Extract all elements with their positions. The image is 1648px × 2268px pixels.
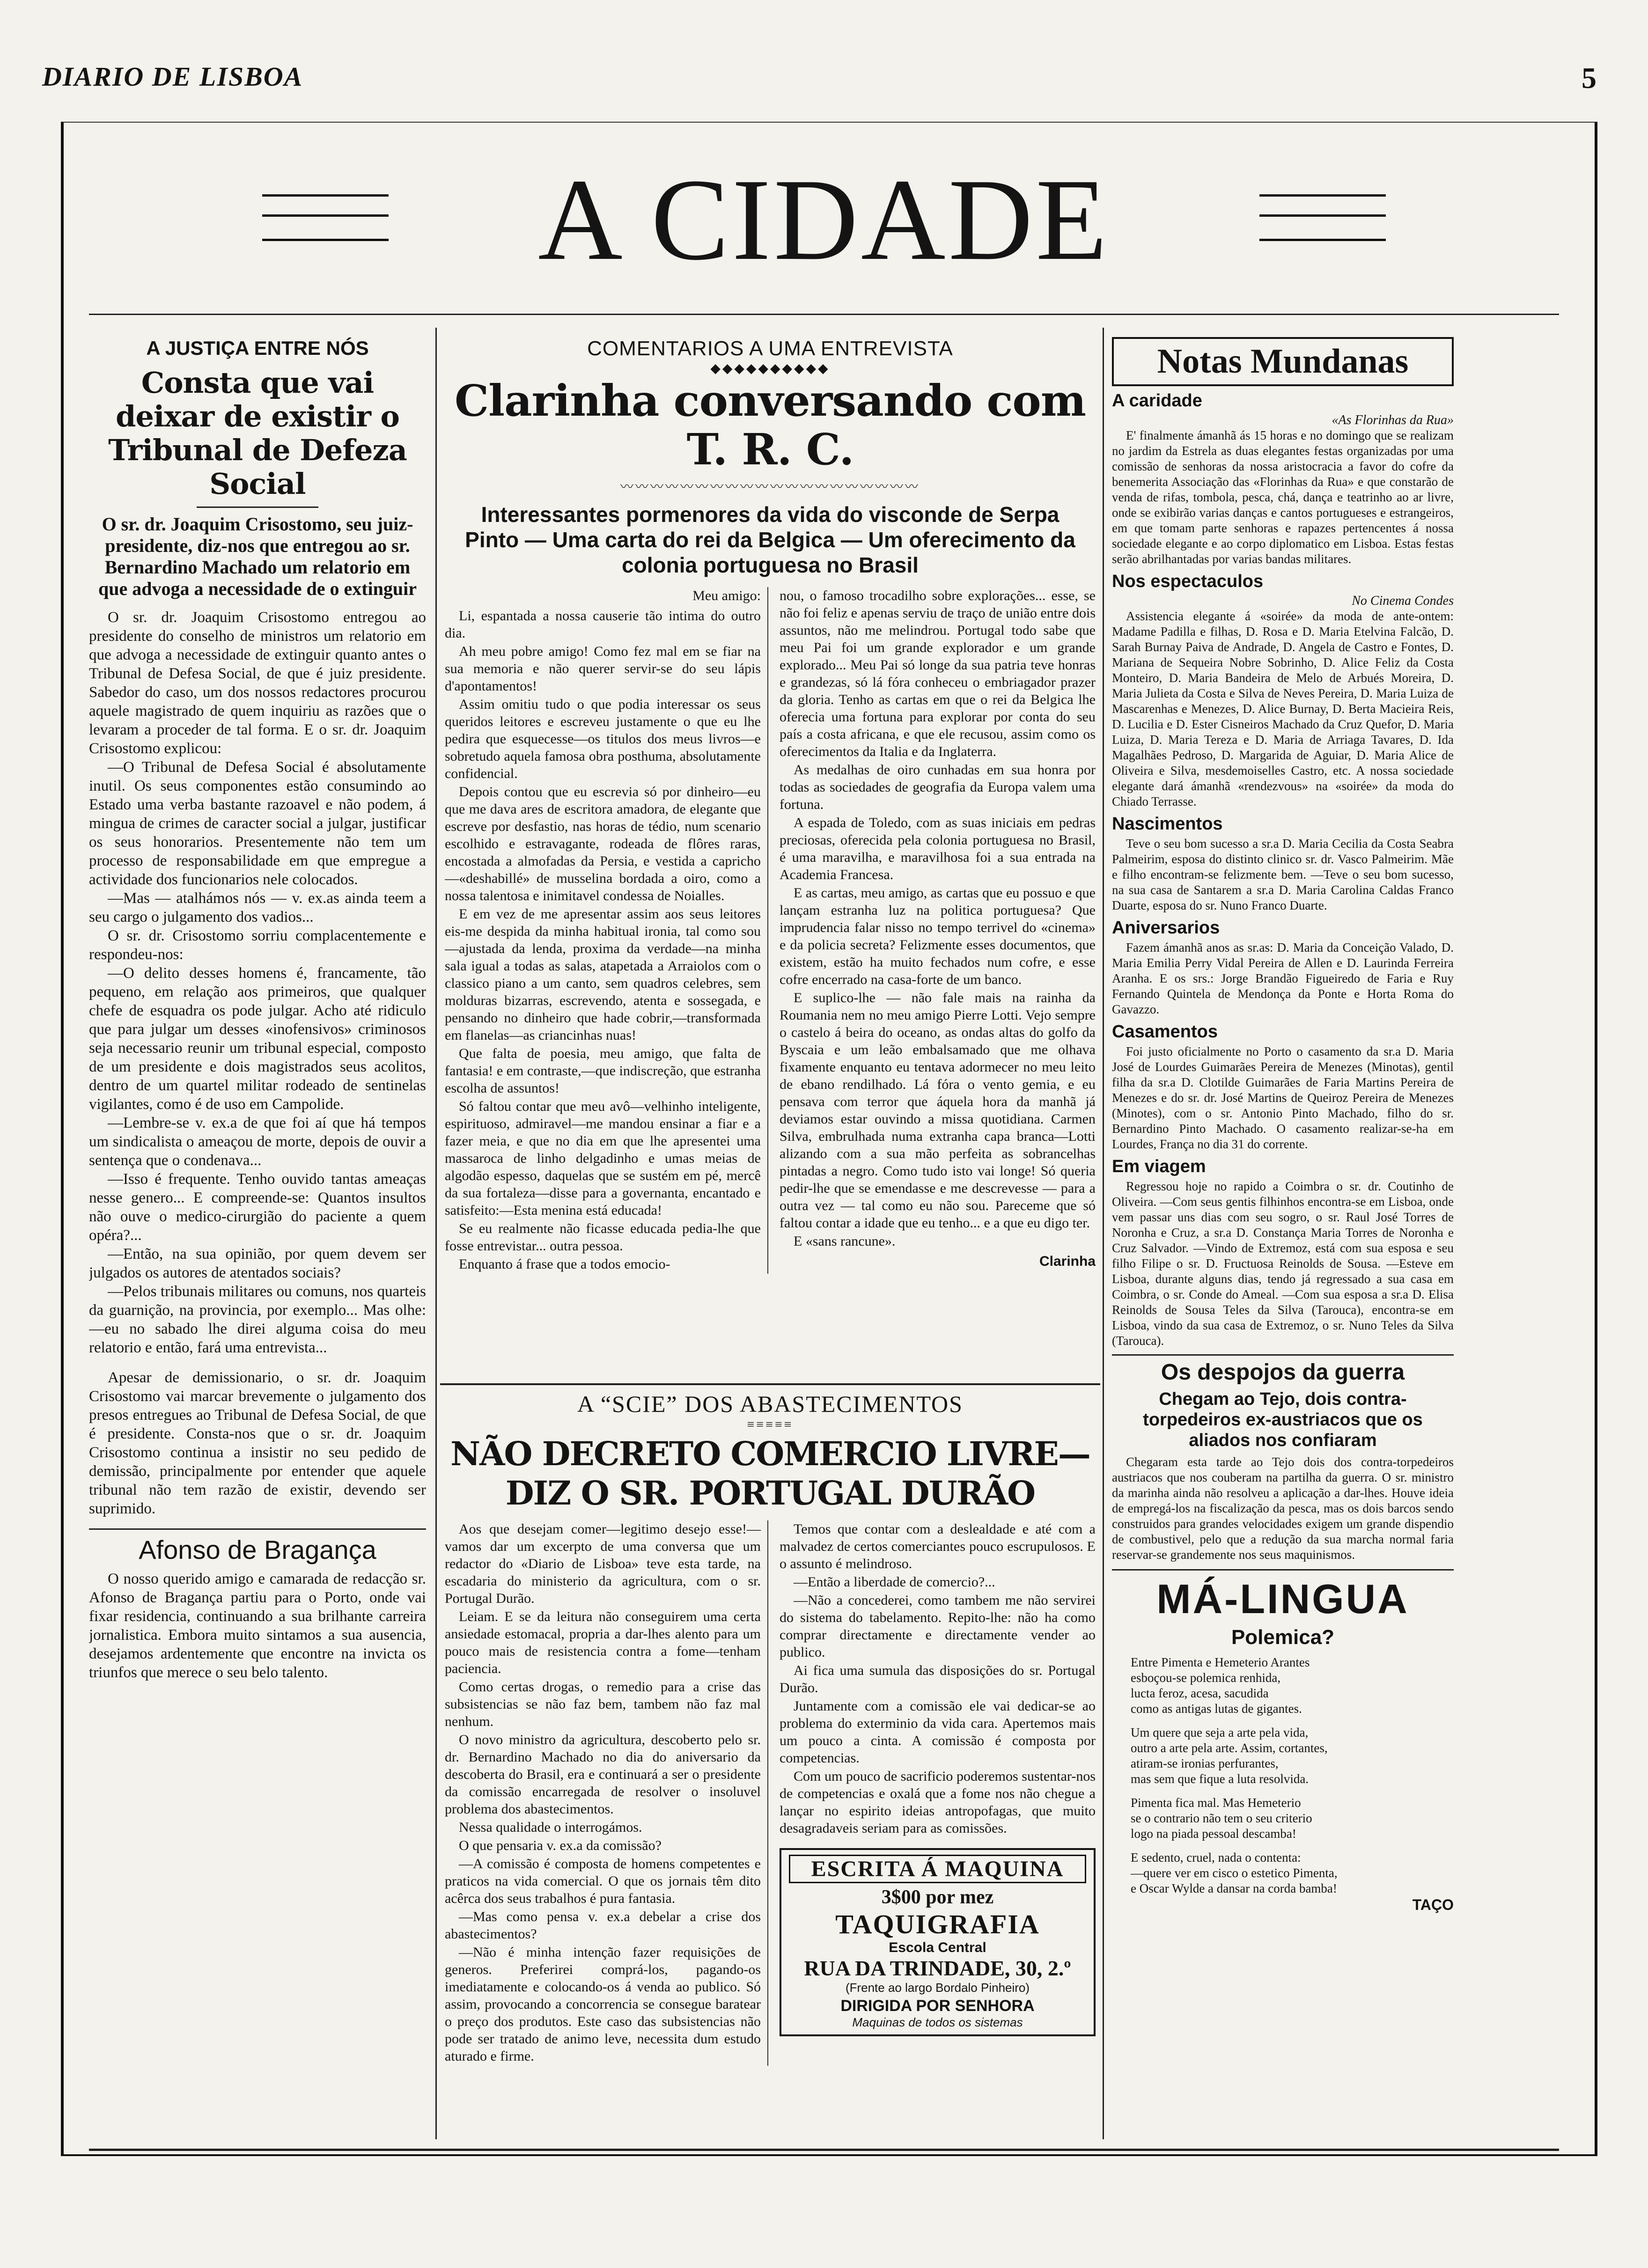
paragraph: O nosso querido amigo e camarada de redacção sr. Afonso de Bragança partiu para o Porto, onde vai fixar residencia, continuando a sua brilhante carreira jornalistica. Embora muito sintamos a sua ausencia, desejamos ardentemente que encontre na invicta os triunfos que merece o seu belo talento.	[89, 1571, 426, 1681]
right-separator-1	[1112, 1354, 1454, 1356]
scie-article	[445, 1390, 1096, 2139]
poem-line: logo na piada pessoal descamba!	[1131, 1827, 1296, 1841]
clarinha-col-right	[780, 587, 1096, 1274]
paragraph: —Não a concederei, como tambem me não servirei do sistema do tabelamento. Repito-lhe: não ha como comprar directamente e directamente vender ao publico.	[780, 1593, 1096, 1660]
paragraph: Leiam. E se da leitura não conseguirem uma certa ansiedade estomacal, propria a dar-lhes alento para um pouco mais de resistencia contra a fome—tenham paciencia.	[445, 1609, 761, 1676]
paragraph: E em vez de me apresentar assim aos seus leitores eis-me despida da minha habitual ironia, tal como sou—ajustada da lenda, proxima da verdade—na minha sala igual a todas as salas, atapetada a Arraiolos com o classico piano a um canto, sem quadros celebres, sem molduras bizarras, escrevendo, atenta e sossegada, e pensando no dinheiro que hade cobrir,—transformada em flanelas—as criancinhas nuas!	[445, 906, 761, 1043]
poem-line: E sedento, cruel, nada o contenta:	[1131, 1850, 1301, 1864]
paragraph: Só faltou contar que meu avô—velhinho inteligente, espirituoso, admiravel—me mandou ensinar a fiar e a fazer meia, e que no dia em que lhe apresentei uma massaroca de linho delgadinho e umas meias de algodão espesso, daquelas que se sustém em pé, mercê da sua fortaleza—disse para a governanta, encantado e satisfeito:—Esta menina está educada!	[445, 1099, 761, 1218]
scie-columns	[445, 1520, 1096, 2066]
paragraph: —A comissão é composta de homens competentes e praticos na vida comercial. O que os jornais têm dito acêrca dos seus trabalhos é pura fantasia.	[445, 1856, 761, 1906]
left-article-body	[89, 608, 426, 1518]
poem-line: Entre Pimenta e Hemeterio Arantes	[1131, 1655, 1310, 1669]
poem-line: lucta feroz, acesa, sacudida	[1131, 1686, 1269, 1700]
poem-line: Um quere que seja a arte pela vida,	[1131, 1725, 1309, 1740]
center-clarinha-article	[445, 337, 1096, 1372]
paragraph: Ai fica uma sumula das disposições do sr. Portugal Durão.	[780, 1663, 1096, 1695]
left-kicker: A JUSTIÇA ENTRE NÓS	[146, 337, 369, 359]
caridade-heading: A caridade	[1112, 391, 1202, 411]
ad-line-4: Escola Central	[889, 1940, 986, 1955]
left-deck: O sr. dr. Joaquim Crisostomo, seu juiz-presidente, diz-nos que entregou ao sr. Bernardino Machado um relatorio em que advoga a necessidade de o extinguir	[98, 514, 417, 599]
ad-line-2: 3$00 por mez	[881, 1886, 994, 1908]
page-bottom-rule	[89, 2149, 1559, 2151]
paragraph: Ah meu pobre amigo! Como fez mal em se fiar na sua memoria e não querer servir-se do seu lápis d'apontamentos!	[445, 644, 761, 694]
paragraph: E suplico-lhe — não fale mais na rainha da Roumania nem no meu amigo Pierre Lotti. Vejo sempre o castelo á beira do oceano, as ondas altas do golfo da Byscaia e um leão embalsamado que me olhava fixamente enquanto eu tentava adormecer no meu leito de ebano rendilhado. Lá fóra o vento gemia, e eu pensava com terror que áquela hora da manhã já deviamos estar ouvindo a missa quotidiana. Carmen Silva, embrulhada numa extranha capa branca—Lotti alizando com a sua mão perfeita as sobrancelhas pintadas a negro. Como tudo isto vai longe! Só queria pedir-lhe que se emendasse e me descrevesse — para a outra vez — tal como eu não sou. Pareceme que só faltou contar a idade que eu tenho... e a que eu digo ter.	[780, 990, 1096, 1231]
masthead-paper-name: DIARIO DE LISBOA	[42, 61, 303, 92]
paragraph: O que pensaria v. ex.a da comissão?	[459, 1838, 662, 1853]
despojos-body	[1112, 1454, 1454, 1563]
paragraph: —Mas como pensa v. ex.a debelar a crise dos abastecimentos?	[445, 1909, 761, 1942]
left-separator	[89, 1528, 426, 1530]
paragraph: —O delito desses homens é, francamente, tão pequeno, em relação aos primeiros, que qualquer chefe de esquadra os pode julgar. Acho até ridiculo que para julgar um desses «inofensivos» criminosos seja necessario reunir um tribunal especial, composto de um presidente e dois magistrados seus acolitos, dentro de um quartel militar rodeado de sentinelas vigilantes, como é de uso em Campolide.	[89, 965, 426, 1113]
ad-line-3: TAQUIGRAFIA	[835, 1909, 1040, 1939]
paragraph: O sr. dr. Joaquim Crisostomo entregou ao presidente do conselho de ministros um relatorio em que advoga a necessidade de extinguir quanto antes o Tribunal de Defesa Social, de que é juiz presidente. Sabedor do caso, um dos nossos redactores procurou aquele magistrado de quem inquiriu as razões que o levaram a proceder de tal forma. E o sr. dr. Joaquim Crisostomo explicou:	[89, 609, 426, 757]
center-kicker: COMENTARIOS A UMA ENTREVISTA	[587, 337, 953, 360]
espectaculos-heading: Nos espectaculos	[1112, 572, 1264, 591]
paragraph: —Lembre-se v. ex.a de que foi aí que há tempos um sindicalista o ameaçou de morte, depois de ouvir a sentença que o condenava...	[89, 1115, 426, 1169]
paragraph: O sr. dr. Crisostomo sorriu complacentemente e respondeu-nos:	[89, 927, 426, 963]
aniversarios-heading: Aniversarios	[1112, 918, 1220, 938]
poem-gap	[1131, 1842, 1454, 1850]
scie-col-left	[445, 1520, 768, 2066]
ad-line-5: RUA DA TRINDADE, 30, 2.º	[804, 1956, 1071, 1980]
scie-headline: NÃO DECRETO COMERCIO LIVRE—DIZ O SR. PORTUGAL DURÃO	[450, 1434, 1090, 1512]
casamentos-heading: Casamentos	[1112, 1022, 1218, 1042]
right-column	[1112, 337, 1454, 2139]
paragraph: Aos que desejam comer—legitimo desejo esse!—vamos dar um excerpto de uma conversa que um redactor do «Diario de Lisboa» teve esta tarde, na escadaria do ministerio da agricultura, com o sr. Portugal Durão.	[445, 1521, 761, 1606]
title-underline	[89, 314, 1559, 315]
aniversarios-body	[1112, 940, 1454, 1017]
center-headline: Clarinha conversando com T. R. C.	[454, 375, 1086, 475]
paragraph: —Pelos tribunais militares ou comuns, nos quarteis da guarnição, na provincia, por exemplo... Mas olhe:—eu no sabado lhe direi alguma coisa do meu relatorio e então, fará uma entrevista...	[89, 1283, 426, 1356]
paragraph: —Não é minha intenção fazer requisições de generos. Preferirei comprá-los, pagando-os imediatamente e colocando-os á venda ao publico. Só assim, provocando a concorrencia se consegue baratear o preço dos produtos. Este caso das subsistencias não pode ser tratado de animo leve, necessita dum estudo aturado e firme.	[445, 1945, 761, 2064]
paragraph: O novo ministro da agricultura, descoberto pelo sr. dr. Bernardino Machado no dia do aniversario da descoberta do Brasil, era e continuará a ser o presidente da comissão encarregada de resolver o insoluvel problema dos abastecimentos.	[445, 1732, 761, 1817]
paragraph: Li, espantada a nossa causerie tão intima do outro dia.	[445, 608, 761, 641]
paragraph: Assim omitiu tudo o que podia interessar os seus queridos leitores e escreveu justamente o que eu lhe pedira que esquecesse—os titulos dos meus livros—e sobretudo aquela famosa obra posthuma, absolutamente confidencial.	[445, 697, 761, 781]
headline-ornament: 〰〰〰〰〰〰〰〰〰〰〰〰〰〰〰〰〰〰〰〰	[620, 480, 920, 494]
paragraph: Com um pouco de sacrificio poderemos sustentar-nos de competencias e oxalá que a fome nos não chegue a lançar no espirito ideias antropofagas, que muito desagradaveis seriam para as comissões.	[780, 1769, 1096, 1836]
viagem-body	[1112, 1179, 1454, 1349]
poem-line: esboçou-se polemica renhida,	[1131, 1671, 1281, 1685]
paragraph: E' finalmente ámanhã ás 15 horas e no domingo que se realizam no jardim da Estrela as duas elegantes festas organizadas por uma comissão de senhoras da nossa aristocracia a favor do cofre da benemerita Associação das «Florinhas da Rua» e que constarão de venda de rifas, tombola, pesca, chá, dança e teatrinho ao ar livre, onde se exibirão varias danças e cantos portugueses e estrangeiros, em que tomam parte senhoras e rapazes pertencentes á nossa sociedade elegante e ao corpo diplomatico em Lisboa. Estas festas serão abrilhantadas por varias bandas militares.	[1112, 428, 1454, 566]
paragraph: Nessa qualidade o interrogámos.	[459, 1820, 642, 1835]
nascimentos-body	[1112, 836, 1454, 913]
clarinha-col-left	[445, 587, 768, 1274]
poem-line: e Oscar Wylde a dansar na corda bamba!	[1131, 1881, 1337, 1895]
paragraph: Teve o seu bom sucesso a sr.a D. Maria Cecilia da Costa Seabra Palmeirim, esposa do distinto clinico sr. dr. Vasco Palmeirim. Mãe e filho encontram-se felizmente bem. —Teve o seu bom sucesso, na sua casa de Santarem a sr.a D. Maria Carolina Caldas Franco Duarte, esposa do sr. Nuno Franco Duarte.	[1112, 837, 1454, 912]
afonso-headline: Afonso de Bragança	[139, 1535, 376, 1564]
kicker-ornament: ◆◆◆◆◆◆◆◆◆◆	[710, 361, 830, 376]
afonso-body	[89, 1570, 426, 1682]
paragraph: —Então a liberdade de comercio?...	[794, 1574, 995, 1590]
paragraph: Apesar de demissionario, o sr. dr. Joaquim Crisostomo vai marcar brevemente o julgamento dos presos entregues ao Tribunal de Defesa Social, de que é presidente. Consta-nos que o sr. dr. Joaquim Crisostomo continua a insistir no seu pedido de demissão, principalmente por entender que aquele tribunal não tem razão de existir, devendo ser suprimido.	[89, 1369, 426, 1517]
poem-gap	[1131, 1787, 1454, 1795]
paragraph: Se eu realmente não ficasse educada pedia-lhe que fosse entrevistar... outra pessoa.	[445, 1221, 761, 1254]
casamentos-body	[1112, 1044, 1454, 1152]
scie-top-rule	[440, 1383, 1100, 1385]
poem-gap	[1131, 1717, 1454, 1725]
paragraph: Que falta de poesia, meu amigo, que falta de fantasia! e em contraste,—que indiscreção, que estranha escolha de assuntos!	[445, 1046, 761, 1096]
nascimentos-heading: Nascimentos	[1112, 814, 1223, 834]
paragraph: Chegaram esta tarde ao Tejo dois dos contra-torpedeiros austriacos que nos couberam na partilha da guerra. O sr. ministro da marinha ainda não resolveu a aplicação a dar-lhes. Houve ideia de empregá-los na fiscalização da pesca, mas os dois barcos sendo construidos para grandes velocidades exigem um grande dispendio de combustivel, pelo que a redução da sua marcha normal faria reservar-se grandemente nos seus maquinismos.	[1112, 1455, 1454, 1562]
poem-line: mas sem que fique a luta resolvida.	[1131, 1772, 1309, 1786]
poem-line: —quere ver em cisco o estetico Pimenta,	[1131, 1866, 1338, 1880]
poem-line: outro a arte pela arte. Assim, cortantes,	[1131, 1741, 1328, 1755]
poem-line: atiram-se ironias perfurantes,	[1131, 1756, 1279, 1770]
caridade-body	[1112, 428, 1454, 567]
column-divider-2	[1103, 328, 1104, 2139]
paragraph: Enquanto á frase que a todos emocio-	[459, 1256, 670, 1272]
paragraph: Foi justo oficialmente no Porto o casamento da sr.a D. Maria José de Lourdes Guimarães Pereira de Menezes (Minotas), gentil filha da sr.a D. Clotilde Guimarães de Faria Martins Pereira de Menezes e do sr. dr. José Martins de Queiroz Pereira de Menezes (Minotes), com o sr. Antonio Pinto Machado, filho do sr. Bernardino Pinto Machado. O casamento realizar-se-ha em Lourdes, França no dia 31 do corrente.	[1112, 1044, 1454, 1151]
page-number: 5	[1582, 61, 1596, 95]
paragraph: As medalhas de oiro cunhadas em sua honra por todas as sociedades de geografia da Europa valem uma fortuna.	[780, 762, 1096, 812]
ad-line-7: DIRIGIDA POR SENHORA	[840, 1997, 1035, 2015]
title-rule-left	[262, 194, 389, 241]
paragraph: A espada de Toledo, com as suas iniciais em pedras preciosas, oferecida pela colonia portuguesa no Brasil, é uma maravilha, e maravilhosa foi a sua entrada na Academia Francesa.	[780, 815, 1096, 882]
poem-line: como as antigas lutas de gigantes.	[1131, 1702, 1302, 1716]
right-separator-2	[1112, 1569, 1454, 1571]
ad-line-8: Maquinas de todos os sistemas	[852, 2015, 1023, 2029]
ad-line-6: (Frente ao largo Bordalo Pinheiro)	[845, 1981, 1030, 1995]
paragraph: —O Tribunal de Defesa Social é absolutamente inutil. Os seus componentes estão consumindo ao Estado uma verba bastante razoavel e não podem, á mingua de crimes de caracter social a julgar, justificar os seus honorarios. Presentemente não tem um processo de responsabilidade em que empregue a actividade dos funcionarios nele colocados.	[89, 759, 426, 888]
despojos-heading: Os despojos da guerra	[1161, 1360, 1405, 1385]
clarinha-signature: Clarinha	[1039, 1254, 1096, 1269]
paragraph: Como certas drogas, o remedio para a crise das subsistencias se não faz bem, tambem não faz mal nenhum.	[445, 1679, 761, 1729]
paragraph: nou, o famoso trocadilho sobre explorações... esse, se não foi feliz e apenas serviu de traço de união entre dois assuntos, não me melindrou. Portugal todo sabe que meu Pai foi um grande explorador e um grande explorado... Meu Pai só longe da sua patria teve honras e grandezas, só lá fóra conheceu o embriagador prazer da gloria. Tenho as cartas em que o rei da Belgica lhe oferecia uma fortuna para explorar por conta do seu país a costa africana, e que ele recusou, assim como os oferecimentos da Italia e da Inglaterra.	[780, 588, 1096, 759]
ad-line-1: ESCRITA Á MAQUINA	[789, 1855, 1086, 1883]
scie-kicker: A “SCIE” DOS ABASTECIMENTOS	[577, 1391, 963, 1417]
paragraph: Temos que contar com a deslealdade e até com a malvadez de certos comerciantes pouco escrupulosos. E o assunto é melindroso.	[780, 1521, 1096, 1571]
salutation: Meu amigo:	[692, 588, 761, 603]
paragraph: Assistencia elegante á «soirée» da moda de ante-ontem: Madame Padilla e filhas, D. Rosa e D. Maria Etelvina Falcão, D. Sarah Burnay Paiva de Andrade, D. Angela de Castro e Fontes, D. Mariana de Sequeira Nobre Sobrinho, D. Alice Feliz da Costa Monteiro, D. Maria Bandeira de Melo de Arbués Moreira, D. Maria Julieta da Costa e Silva de Neves Pereira, D. Maria Luiza de Mascarenhas e Menezes, D. Alice Burnay, D. Berta Macieira Reis, D. Lucilia e D. Ester Cisneiros Machado da Cruz Quefor, D. Maria Luiza, D. Maria Tereza e D. Maria de Arriaga Tavares, D. Ida Magalhães Pedroso, D. Margarida de Aguiar, D. Maria Alice de Oliveira e Silva, mesdemoiselles Castro, etc. A nossa sociedade elegante dará ámanhã «rendezvous» na «soirée» da moda do Chiado Terrasse.	[1112, 609, 1454, 808]
notas-mundanas-title: Notas Mundanas	[1112, 337, 1454, 386]
malingua-poem	[1112, 1655, 1454, 1896]
malingua-signature: TAÇO	[1412, 1896, 1454, 1913]
section-title: A CIDADE	[538, 155, 1110, 285]
column-divider-1	[435, 328, 437, 2139]
paragraph: E «sans rancune».	[794, 1233, 896, 1249]
poem-line: se o contrario não tem o seu criterio	[1131, 1811, 1312, 1825]
left-headline: Consta que vai deixar de existir o Tribunal de Defeza Social	[108, 366, 407, 501]
scie-ornament: ≡≡≡≡≡	[747, 1417, 794, 1432]
section-title-block	[262, 150, 1386, 290]
clarinha-columns	[445, 587, 1096, 1274]
left-column	[89, 337, 426, 2130]
paragraph: Depois contou que eu escrevia só por dinheiro—eu que me dava ares de escritora amadora, de elegante que escreve por desfastio, nas horas de tédio, num scenario escolhido e estravagante, rodeada de flôres raras, encostada a almofadas da Persia, e vestida a capricho—«deshabillé» de musselina bordada a oiro, como a nossa talentosa e inimitavel condessa de Noialles.	[445, 784, 761, 903]
viagem-heading: Em viagem	[1112, 1157, 1206, 1176]
paragraph: Fazem ámanhã anos as sr.as: D. Maria da Conceição Valado, D. Maria Emilia Perry Vidal Pereira de Allen e D. Laurinda Ferreira Aranha. E os srs.: Jorge Brandão Figueiredo de Faria e Ruy Fernando Quintela de Mendonça da Ponte e Horta Roma do Gavazzo.	[1112, 940, 1454, 1016]
scie-col-right	[780, 1520, 1096, 2066]
left-headline-rule	[197, 506, 318, 508]
malingua-title: MÁ-LINGUA	[1156, 1576, 1409, 1622]
malingua-subtitle: Polemica?	[1231, 1626, 1335, 1649]
espectaculos-sub: No Cinema Condes	[1352, 594, 1454, 608]
title-rule-right	[1259, 194, 1386, 241]
paragraph: Juntamente com a comissão ele vai dedicar-se ao problema do exterminio da vida cara. Apertemos mais um pouco a cinta. A comissão é composta por competencias.	[780, 1698, 1096, 1766]
paragraph: —Então, na sua opinião, por quem devem ser julgados os autores de atentados sociais?	[89, 1246, 426, 1281]
paragraph: Regressou hoje no rapido a Coimbra o sr. dr. Coutinho de Oliveira. —Com seus gentis filhinhos encontra-se em Lisboa, onde vem passar uns dias com seu sogro, o sr. Raul José Torres de Noronha e Cruz, a sr.a D. Constança Maria Torres de Noronha e Cruz Salvador. —Vindo de Extremoz, está com sua esposa e seu filho Filipe o sr. D. Fructuosa Reinolds de Sousa. —Esteve em Lisboa, durante alguns dias, tendo já regressado a sua casa em Coimbra, o sr. Conde do Ameal. —Com sua esposa a sr.a D. Elisa Reinolds de Sousa Teles da Silva (Tarouca), encontra-se em Lisboa, vindo da sua casa de Extremoz, o sr. Nuno Teles da Silva (Tarouca).	[1112, 1179, 1454, 1348]
paragraph: —Isso é frequente. Tenho ouvido tantas ameaças nesse genero... E compreende-se: Quantos insultos não ouve o medico-cirurgião do paciente a quem opéra?...	[89, 1171, 426, 1244]
caridade-byline: «As Florinhas da Rua»	[1332, 413, 1454, 427]
scie-col-right-text	[780, 1520, 1096, 1837]
typing-school-ad	[780, 1848, 1096, 2036]
center-deck: Interessantes pormenores da vida do visconde de Serpa Pinto — Uma carta do rei da Belgica — Um oferecimento da colonia portuguesa no Brasil	[465, 502, 1075, 577]
poem-line: Pimenta fica mal. Mas Hemeterio	[1131, 1796, 1301, 1810]
espectaculos-body	[1112, 609, 1454, 809]
paragraph: —Mas — atalhámos nós — v. ex.as ainda teem a seu cargo o julgamento dos vadios...	[89, 890, 426, 925]
paragraph: E as cartas, meu amigo, as cartas que eu possuo e que lançam estranha luz na politica portuguesa? Que imprudencia falar nisso no tempo terrivel do «cinema» e da policia secreta? Felizmente esses documentos, que existem, estão ha muito fechados num cofre, e esse cofre encerrado na casa-forte de um banco.	[780, 885, 1096, 987]
despojos-deck: Chegam ao Tejo, dois contra-torpedeiros ex-austriacos que os aliados nos confiaram	[1143, 1389, 1423, 1450]
